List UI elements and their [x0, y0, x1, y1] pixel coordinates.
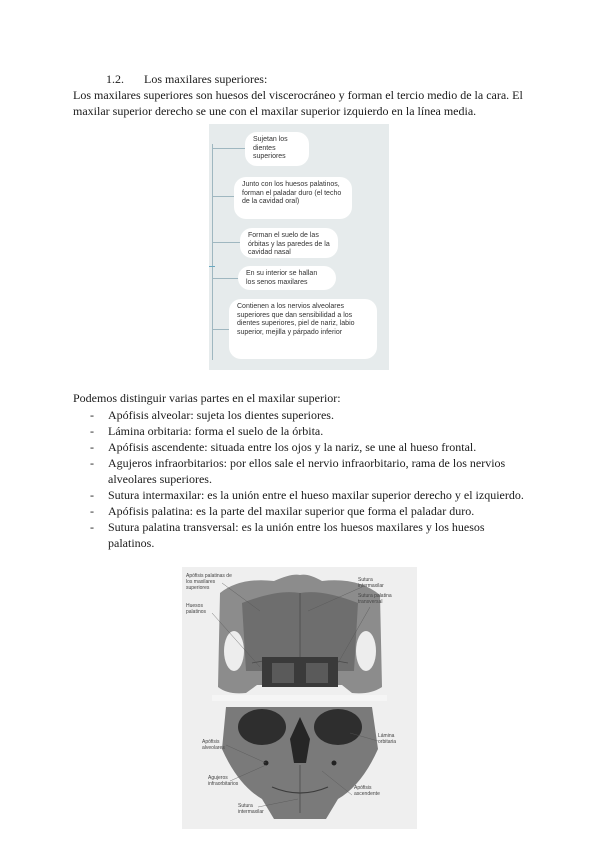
section-number: 1.2. — [106, 72, 124, 86]
skull-label: Huesos palatinos — [186, 603, 207, 615]
parts-list — [90, 407, 530, 551]
list-item: - Sutura palatina transversal: es la unión entre los huesos maxilares y los huesos palatinos. — [90, 520, 485, 550]
skull-label: Apófisis alveolares — [202, 739, 225, 751]
skull-label: Agujeros infraorbitarios — [208, 775, 239, 787]
mindmap-node: Contienen a los nervios alveolares superiores que dan sensibilidad a los dientes superiores, piel de nariz, labio superior, mejilla y párpado inferior — [229, 299, 377, 359]
skull-label: Sutura intermaxilar — [358, 577, 384, 589]
skull-label: Apófisis palatinas de los maxilares superiores — [186, 573, 232, 591]
skull-label: Sutura intermaxilar — [238, 803, 264, 815]
skull-photo — [182, 567, 417, 829]
skull-label: Sutura palatina transversal — [358, 593, 392, 605]
mindmap-branch — [213, 196, 235, 197]
intro-paragraph: Los maxilares superiores son huesos del viscerocráneo y forman el tercio medio de la cara. El maxilar superior derecho se une con el maxilar superior izquierdo en la línea media. — [73, 88, 523, 118]
list-item: - Sutura intermaxilar: es la unión entre el hueso maxilar superior derecho y el izquierdo. — [90, 488, 524, 502]
skull-label: Apófisis ascendente — [354, 785, 380, 797]
mindmap-node: Forman el suelo de las órbitas y las paredes de la cavidad nasal — [240, 228, 338, 258]
list-item: - Agujeros infraorbitarios: por ellos sale el nervio infraorbitario, rama de los nervios alveolares superiores. — [90, 456, 506, 486]
parts-intro: Podemos distinguir varias partes en el maxilar superior: — [73, 391, 341, 405]
mindmap-node: Sujetan los dientes superiores — [245, 132, 309, 166]
mindmap-root-connector — [209, 266, 215, 267]
mindmap-connector — [212, 144, 213, 360]
mindmap-node: En su interior se hallan los senos maxilares — [238, 266, 336, 290]
list-item: - Lámina orbitaria: forma el suelo de la órbita. — [90, 424, 324, 438]
list-item: - Apófisis alveolar: sujeta los dientes superiores. — [90, 408, 334, 422]
skull-label: Lámina orbitaria — [378, 733, 397, 745]
section-heading — [106, 72, 267, 87]
mindmap-branch — [213, 148, 247, 149]
list-item: - Apófisis ascendente: situada entre los ojos y la nariz, se une al hueso frontal. — [90, 440, 477, 454]
list-item: - Apófisis palatina: es la parte del maxilar superior que forma el paladar duro. — [90, 504, 475, 518]
mindmap-node: Junto con los huesos palatinos, forman el paladar duro (el techo de la cavidad oral) — [234, 177, 352, 219]
mindmap-figure — [209, 124, 389, 370]
mindmap-branch — [213, 278, 239, 279]
section-title: Los maxilares superiores: — [144, 72, 268, 86]
mindmap-branch — [213, 242, 241, 243]
